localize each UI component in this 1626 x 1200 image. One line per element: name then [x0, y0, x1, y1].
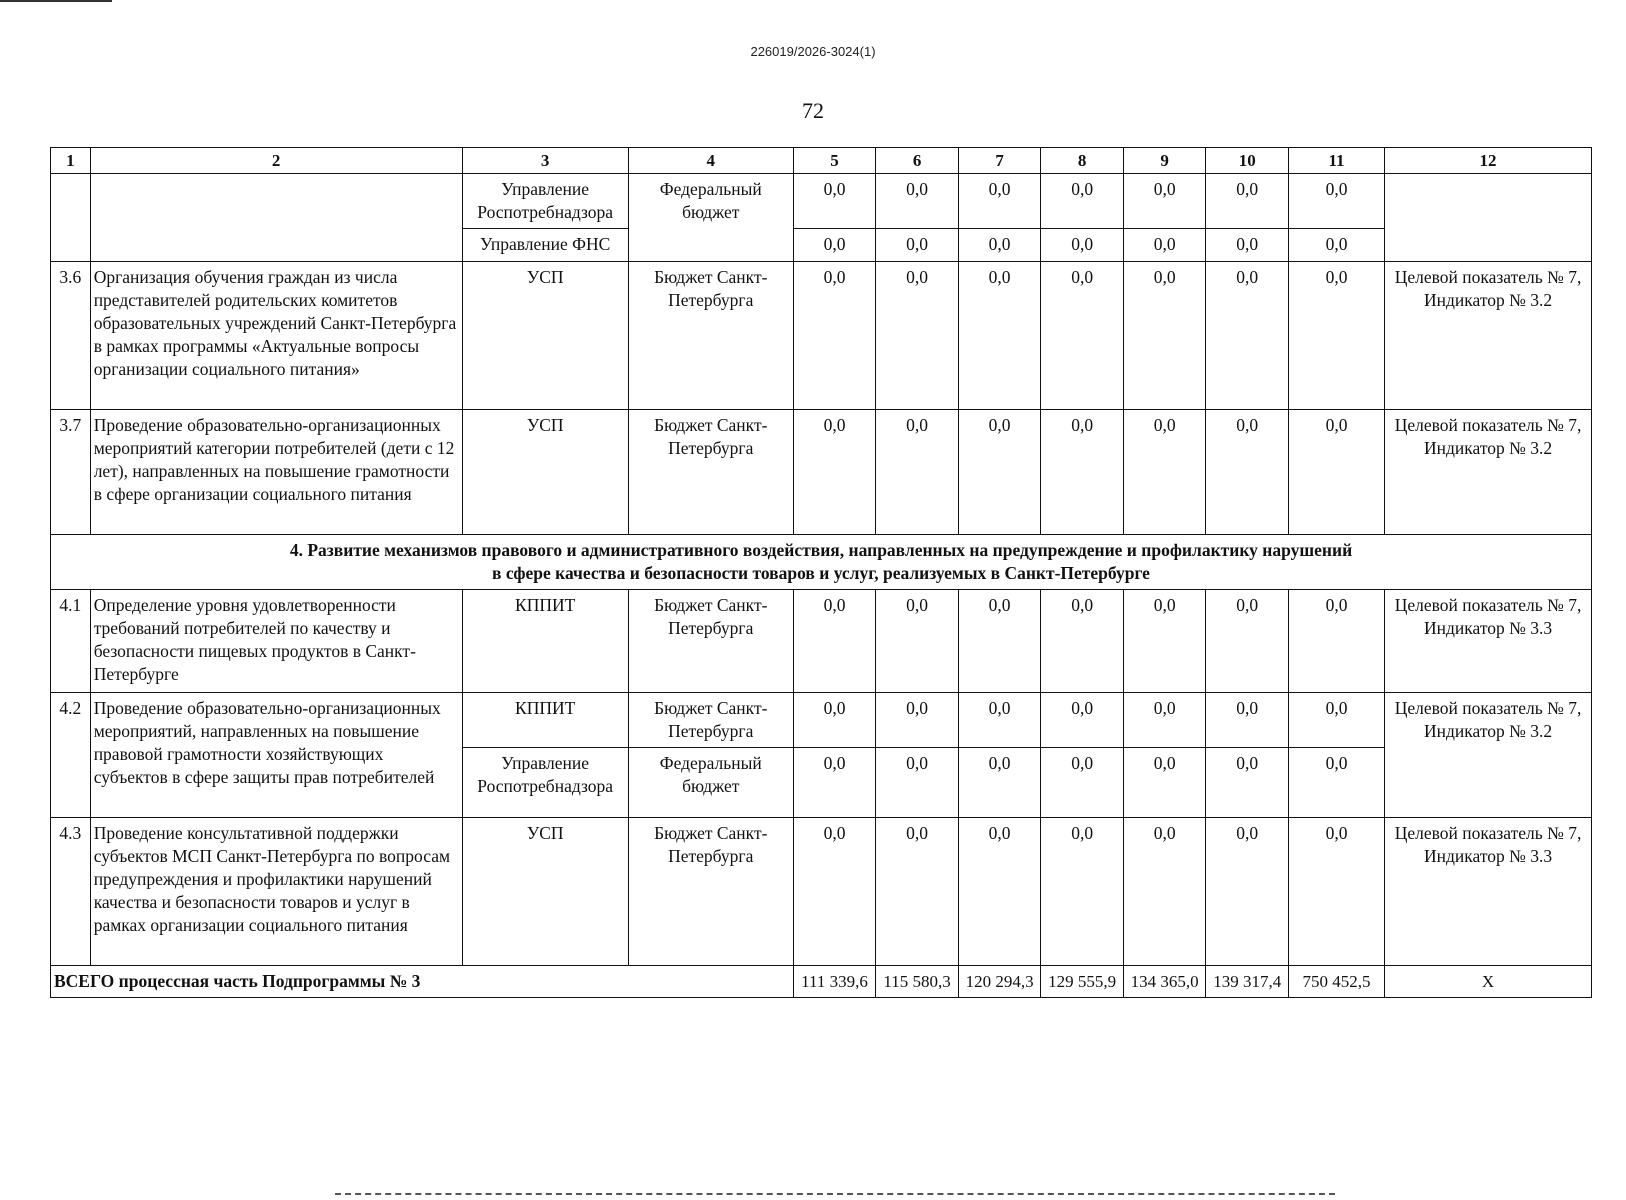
row-number-cell: 3.7 — [51, 410, 91, 535]
value-cell: 0,0 — [1206, 262, 1289, 410]
value-cell: 0,0 — [958, 590, 1041, 693]
total-value-cell: 139 317,4 — [1206, 966, 1289, 998]
table-row — [51, 818, 1592, 966]
value-cell: 0,0 — [1123, 410, 1206, 535]
column-header: 7 — [958, 148, 1041, 174]
column-header-row — [51, 148, 1592, 174]
value-cell: 0,0 — [958, 748, 1041, 818]
row-number-cell: 4.3 — [51, 818, 91, 966]
funding-source-cell: Бюджет Санкт-Петербурга — [628, 818, 793, 966]
total-value-cell: 111 339,6 — [793, 966, 876, 998]
indicator-cell: Целевой показатель № 7, Индикатор № 3.2 — [1385, 262, 1592, 410]
value-cell: 0,0 — [793, 818, 876, 966]
value-cell: 0,0 — [1206, 229, 1289, 262]
value-cell: 0,0 — [1123, 262, 1206, 410]
indicator-cell — [1385, 174, 1592, 262]
value-cell: 0,0 — [1041, 262, 1124, 410]
row-number-cell — [51, 174, 91, 262]
value-cell: 0,0 — [876, 818, 959, 966]
activity-name-cell: Проведение образовательно-организационных мероприятий, направленных на повышение правовой грамотности хозяйствующих субъектов в сфере защиты прав потребителей — [90, 693, 462, 818]
section-header-row — [51, 535, 1592, 590]
section-title-line: 4. Развитие механизмов правового и административного воздействия, направленных на предупреждение и профилактику нарушений — [289, 540, 1353, 560]
activity-name-cell: Организация обучения граждан из числа представителей родительских комитетов образовательных учреждений Санкт-Петербурга в рамках программы «Актуальные вопросы организации социального питания» — [90, 262, 462, 410]
value-cell: 0,0 — [1123, 818, 1206, 966]
column-header: 8 — [1041, 148, 1124, 174]
value-cell: 0,0 — [1288, 174, 1384, 229]
column-header: 6 — [876, 148, 959, 174]
total-label: ВСЕГО процессная часть Подпрограммы № 3 — [51, 966, 794, 998]
value-cell: 0,0 — [1123, 590, 1206, 693]
value-cell: 0,0 — [958, 410, 1041, 535]
value-cell: 0,0 — [1206, 693, 1289, 748]
page-number: 72 — [802, 98, 824, 123]
value-cell: 0,0 — [1288, 262, 1384, 410]
value-cell: 0,0 — [1206, 410, 1289, 535]
executor-cell: Управление Роспотребнадзора — [462, 748, 628, 818]
value-cell: 0,0 — [1123, 174, 1206, 229]
table-row — [51, 590, 1592, 693]
funding-source-cell: Бюджет Санкт-Петербурга — [628, 262, 793, 410]
column-header: 12 — [1385, 148, 1592, 174]
funding-source-cell: Федеральный бюджет — [628, 174, 793, 262]
value-cell: 0,0 — [958, 693, 1041, 748]
value-cell: 0,0 — [958, 818, 1041, 966]
value-cell: 0,0 — [958, 229, 1041, 262]
table-row — [51, 174, 1592, 229]
total-value-cell: 750 452,5 — [1288, 966, 1384, 998]
value-cell: 0,0 — [1041, 693, 1124, 748]
value-cell: 0,0 — [1123, 229, 1206, 262]
executor-cell: УСП — [462, 410, 628, 535]
executor-cell: УСП — [462, 262, 628, 410]
executor-cell: Управление ФНС — [462, 229, 628, 262]
executor-cell: КППИТ — [462, 590, 628, 693]
column-header: 9 — [1123, 148, 1206, 174]
value-cell: 0,0 — [1041, 590, 1124, 693]
total-row — [51, 966, 1592, 998]
value-cell: 0,0 — [876, 693, 959, 748]
value-cell: 0,0 — [1123, 693, 1206, 748]
column-header: 4 — [628, 148, 793, 174]
scan-edge-line — [335, 1193, 1335, 1195]
value-cell: 0,0 — [1288, 818, 1384, 966]
total-value-cell: 115 580,3 — [876, 966, 959, 998]
value-cell: 0,0 — [1206, 748, 1289, 818]
value-cell: 0,0 — [876, 590, 959, 693]
total-value-cell: 129 555,9 — [1041, 966, 1124, 998]
column-header: 1 — [51, 148, 91, 174]
value-cell: 0,0 — [876, 410, 959, 535]
funding-source-cell: Бюджет Санкт-Петербурга — [628, 590, 793, 693]
value-cell: 0,0 — [958, 262, 1041, 410]
activity-name-cell: Определение уровня удовлетворенности требований потребителей по качеству и безопасности пищевых продуктов в Санкт-Петербурге — [90, 590, 462, 693]
indicator-cell: Целевой показатель № 7, Индикатор № 3.3 — [1385, 818, 1592, 966]
value-cell: 0,0 — [1288, 693, 1384, 748]
value-cell: 0,0 — [1206, 174, 1289, 229]
indicator-cell: Целевой показатель № 7, Индикатор № 3.3 — [1385, 590, 1592, 693]
document-id: 226019/2026-3024(1) — [750, 44, 876, 59]
value-cell: 0,0 — [793, 229, 876, 262]
funding-source-cell: Бюджет Санкт-Петербурга — [628, 410, 793, 535]
value-cell: 0,0 — [1206, 818, 1289, 966]
activity-name-cell: Проведение консультативной поддержки субъектов МСП Санкт-Петербурга по вопросам предупреждения и профилактики нарушений качества и безопасности товаров и услуг в рамках организации социального питания — [90, 818, 462, 966]
total-value-cell: 134 365,0 — [1123, 966, 1206, 998]
value-cell: 0,0 — [793, 262, 876, 410]
value-cell: 0,0 — [958, 174, 1041, 229]
column-header: 3 — [462, 148, 628, 174]
column-header: 11 — [1288, 148, 1384, 174]
executor-cell: Управление Роспотребнадзора — [462, 174, 628, 229]
value-cell: 0,0 — [1041, 174, 1124, 229]
table-row — [51, 410, 1592, 535]
executor-cell: УСП — [462, 818, 628, 966]
indicator-cell: Целевой показатель № 7, Индикатор № 3.2 — [1385, 693, 1592, 818]
value-cell: 0,0 — [793, 174, 876, 229]
value-cell: 0,0 — [793, 590, 876, 693]
value-cell: 0,0 — [1288, 590, 1384, 693]
value-cell: 0,0 — [793, 693, 876, 748]
value-cell: 0,0 — [1041, 818, 1124, 966]
section-title-line: в сфере качества и безопасности товаров и услуг, реализуемых в Санкт-Петербурге — [492, 563, 1150, 583]
corner-scan-mark — [0, 0, 112, 2]
total-value-cell: 120 294,3 — [958, 966, 1041, 998]
table-row — [51, 262, 1592, 410]
row-number-cell: 3.6 — [51, 262, 91, 410]
row-number-cell: 4.1 — [51, 590, 91, 693]
funding-source-cell: Бюджет Санкт-Петербурга — [628, 693, 793, 748]
executor-cell: КППИТ — [462, 693, 628, 748]
table-row — [51, 693, 1592, 748]
column-header: 10 — [1206, 148, 1289, 174]
budget-table — [50, 147, 1592, 998]
value-cell: 0,0 — [793, 410, 876, 535]
row-number-cell: 4.2 — [51, 693, 91, 818]
column-header: 2 — [90, 148, 462, 174]
value-cell: 0,0 — [793, 748, 876, 818]
column-header: 5 — [793, 148, 876, 174]
section-title — [51, 535, 1592, 590]
value-cell: 0,0 — [876, 748, 959, 818]
value-cell: 0,0 — [876, 262, 959, 410]
value-cell: 0,0 — [1288, 410, 1384, 535]
value-cell: 0,0 — [1041, 748, 1124, 818]
indicator-cell: Целевой показатель № 7, Индикатор № 3.2 — [1385, 410, 1592, 535]
value-cell: 0,0 — [1206, 590, 1289, 693]
value-cell: 0,0 — [1041, 229, 1124, 262]
value-cell: 0,0 — [1041, 410, 1124, 535]
activity-name-cell — [90, 174, 462, 262]
value-cell: 0,0 — [876, 229, 959, 262]
value-cell: 0,0 — [876, 174, 959, 229]
funding-source-cell: Федеральный бюджет — [628, 748, 793, 818]
value-cell: 0,0 — [1288, 748, 1384, 818]
activity-name-cell: Проведение образовательно-организационных мероприятий категории потребителей (дети с 12 лет), направленных на повышение грамотности в сфере организации социального питания — [90, 410, 462, 535]
total-mark-cell: X — [1385, 966, 1592, 998]
value-cell: 0,0 — [1288, 229, 1384, 262]
value-cell: 0,0 — [1123, 748, 1206, 818]
